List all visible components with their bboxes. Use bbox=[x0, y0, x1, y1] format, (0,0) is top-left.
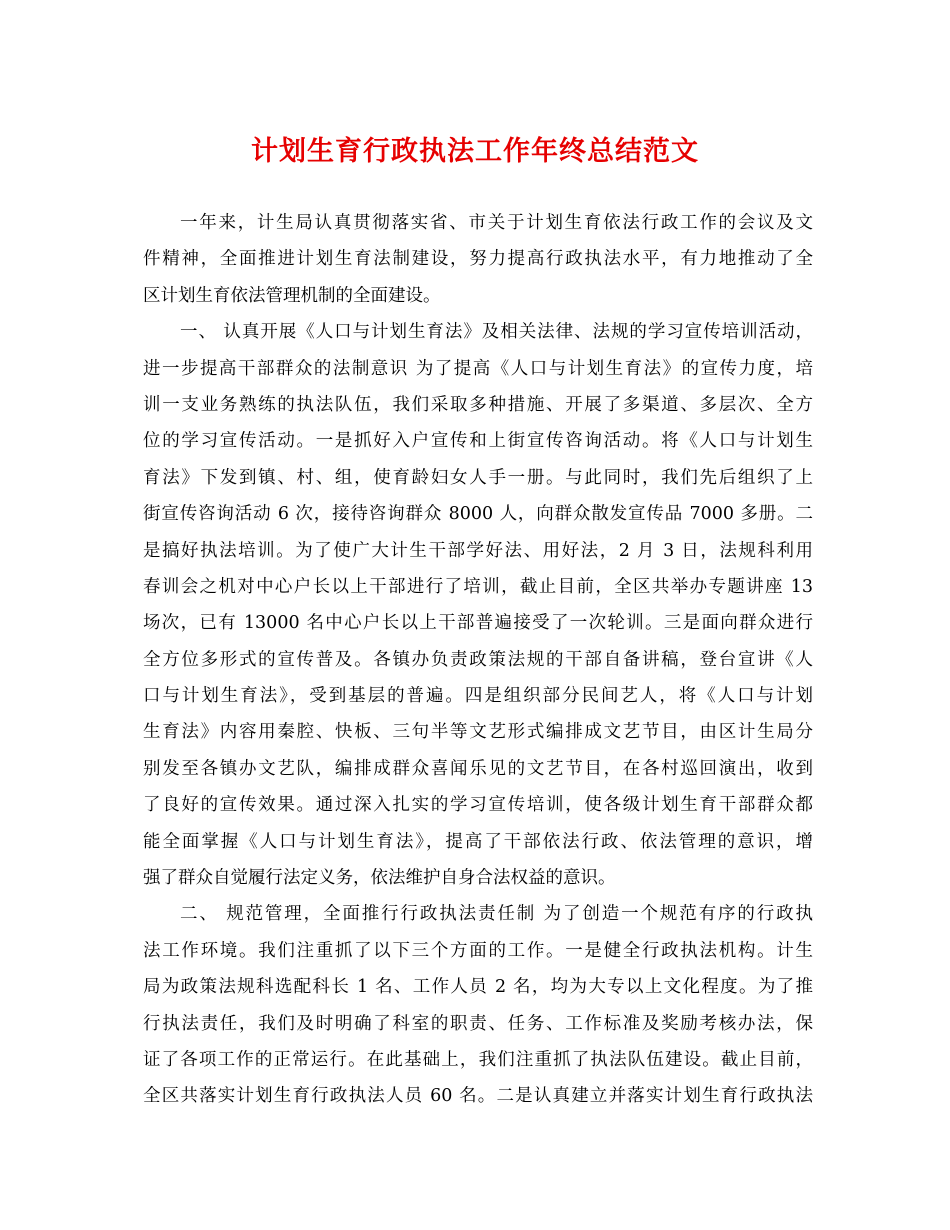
paragraph-line: 一年来，计生局认真贯彻落实省、市关于计划生育依法行政工作的会议及文 bbox=[180, 213, 813, 233]
paragraph-line: 全方位多形式的宣传普及。各镇办负责政策法规的干部自备讲稿，登台宣讲《人 bbox=[143, 649, 813, 670]
paragraph-line: 二、 规范管理，全面推行行政执法责任制 为了创造一个规范有序的行政执 bbox=[180, 904, 813, 925]
paragraph-line: 局为政策法规科选配科长 1 名、工作人员 2 名，均为大专以上文化程度。为了推 bbox=[143, 977, 813, 998]
paragraph-line: 口与计划生育法》，受到基层的普遍。四是组织部分民间艺人，将《人口与计划 bbox=[143, 686, 813, 707]
paragraph-line: 件精神，全面推进计划生育法制建设，努力提高行政执法水平，有力地推动了全 bbox=[143, 249, 813, 270]
paragraph-line: 了良好的宣传效果。通过深入扎实的学习宣传培训，使各级计划生育干部群众都 bbox=[143, 795, 813, 816]
paragraph-line: 春训会之机对中心户长以上干部进行了培训，截止目前，全区共举办专题讲座 13 bbox=[143, 576, 813, 597]
paragraph-line: 能全面掌握《人口与计划生育法》，提高了干部依法行政、依法管理的意识，增 bbox=[143, 831, 813, 852]
paragraph-line: 街宣传咨询活动 6 次，接待咨询群众 8000 人，向群众散发宣传品 7000 多册。二 bbox=[143, 504, 813, 525]
paragraph-line: 证了各项工作的正常运行。在此基础上，我们注重抓了执法队伍建设。截止目前， bbox=[143, 1049, 813, 1070]
paragraph-line: 场次，已有 13000 名中心户长以上干部普遍接受了一次轮训。三是面向群众进行 bbox=[143, 613, 813, 634]
paragraph-line: 法工作环境。我们注重抓了以下三个方面的工作。一是健全行政执法机构。计生 bbox=[143, 940, 813, 961]
paragraph-line: 全区共落实计划生育行政执法人员 60 名。二是认真建立并落实计划生育行政执法 bbox=[143, 1086, 813, 1107]
paragraph-line: 区计划生育依法管理机制的全面建设。 bbox=[143, 285, 441, 306]
paragraph-line: 强了群众自觉履行法定义务，依法维护自身合法权益的意识。 bbox=[143, 868, 616, 889]
document-title: 计划生育行政执法工作年终总结范文 bbox=[251, 136, 699, 167]
paragraph-line: 行执法责任，我们及时明确了科室的职责、任务、工作标准及奖励考核办法，保 bbox=[143, 1013, 813, 1034]
paragraph-line: 一、 认真开展《人口与计划生育法》及相关法律、法规的学习宣传培训活动， bbox=[180, 322, 813, 343]
paragraph-line: 育法》下发到镇、村、组，使育龄妇女人手一册。与此同时，我们先后组织了上 bbox=[143, 467, 813, 488]
paragraph-line: 别发至各镇办文艺队，编排成群众喜闻乐见的文艺节目，在各村巡回演出，收到 bbox=[143, 758, 813, 779]
paragraph-line: 进一步提高干部群众的法制意识 为了提高《人口与计划生育法》的宣传力度，培 bbox=[143, 358, 813, 379]
document-body bbox=[143, 205, 813, 1115]
paragraph-line: 位的学习宣传活动。一是抓好入户宣传和上街宣传咨询活动。将《人口与计划生 bbox=[143, 431, 813, 452]
paragraph-line: 生育法》内容用秦腔、快板、三句半等文艺形式编排成文艺节目，由区计生局分 bbox=[143, 722, 813, 743]
paragraph-line: 是搞好执法培训。为了使广大计生干部学好法、用好法，2 月 3 日，法规科利用 bbox=[143, 540, 813, 561]
paragraph-line: 训一支业务熟练的执法队伍，我们采取多种措施、开展了多渠道、多层次、全方 bbox=[143, 394, 813, 415]
